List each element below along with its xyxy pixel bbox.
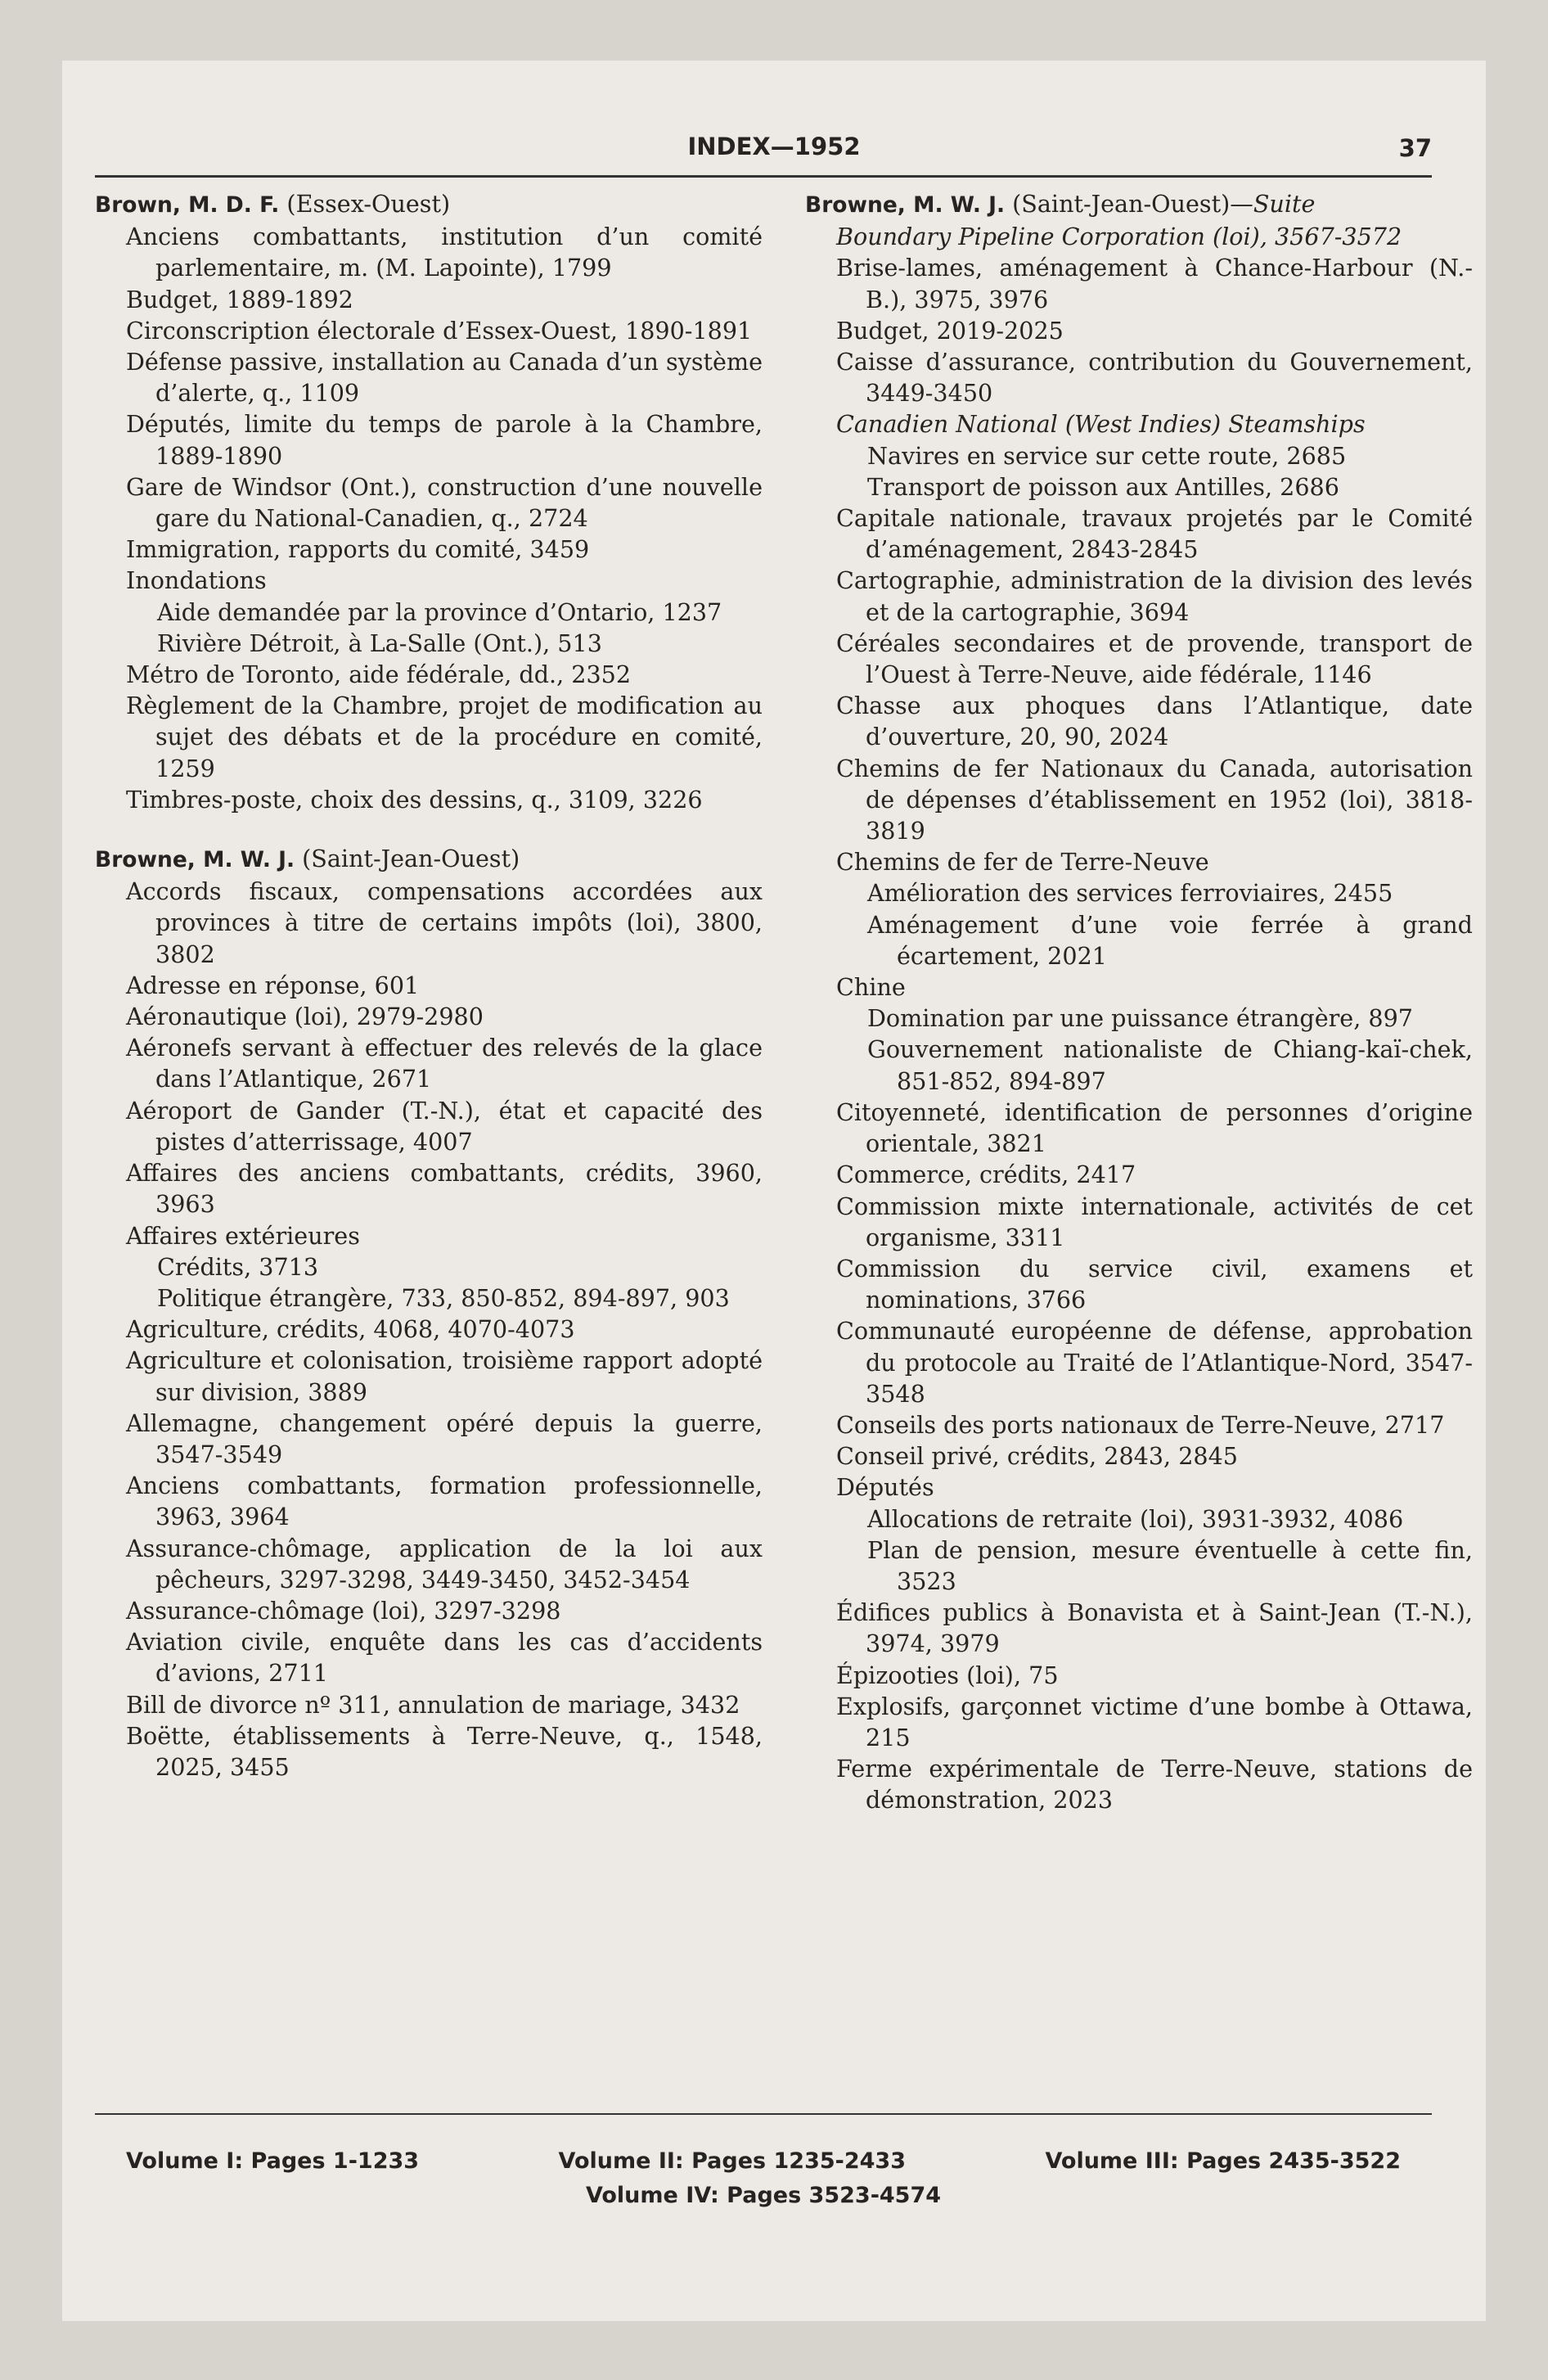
index-subentry: Plan de pension, mesure éventuelle à cette fin, 3523: [867, 1535, 1473, 1595]
index-subentry: Gouvernement nationaliste de Chiang-kaï-chek, 851-852, 894-897: [867, 1035, 1473, 1095]
index-item: Anciens combattants, institution d’un comité parlementaire, m. (M. Lapointe), 1799: [126, 223, 763, 282]
index-item: Députés: [836, 1473, 934, 1502]
entry-heading: [805, 188, 1473, 221]
index-item: Accords fiscaux, compensations accordées aux provinces à titre de certains impôts (loi), 3800, 3802: [126, 877, 763, 968]
index-subentry: Navires en service sur cette route, 2685: [867, 441, 1347, 470]
index-item: Aéronautique (loi), 2979-2980: [126, 1003, 484, 1031]
index-item: Règlement de la Chambre, projet de modification au sujet des débats et de la procédure en comité, 1259: [126, 692, 763, 782]
index-item: Capitale nationale, travaux projetés par le Comité d’aménagement, 2843-2845: [836, 504, 1473, 564]
index-item: Boundary Pipeline Corporation (loi), 3567-3572: [836, 223, 1402, 251]
volume-footer: [95, 2144, 1432, 2213]
index-item: Commerce, crédits, 2417: [836, 1161, 1136, 1189]
index-item: Chine: [836, 973, 906, 1002]
index-item: Gare de Windsor (Ont.), construction d’une nouvelle gare du National-Canadien, q., 2724: [126, 472, 763, 533]
index-item: Adresse en réponse, 601: [126, 971, 420, 999]
index-item: Céréales secondaires et de provende, transport de l’Ouest à Terre-Neuve, aide fédérale, 1146: [836, 629, 1473, 689]
index-item: Bill de divorce nº 311, annulation de mariage, 3432: [126, 1690, 740, 1719]
index-item: Timbres-poste, choix des dessins, q., 3109, 3226: [126, 785, 703, 814]
footer-rule: [95, 2113, 1432, 2115]
riding-name: (Essex-Ouest): [279, 190, 451, 218]
index-item: Boëtte, établissements à Terre-Neuve, q., 1548, 2025, 3455: [126, 1721, 763, 1781]
index-item: Cartographie, administration de la division des levés et de la cartographie, 3694: [836, 566, 1473, 626]
index-subentry: Domination par une puissance étrangère, 897: [867, 1004, 1413, 1033]
index-subentry: Amélioration des services ferroviaires, 2455: [867, 879, 1393, 908]
riding-name: (Saint-Jean-Ouest)—Suite: [1005, 190, 1316, 218]
index-item: Anciens combattants, formation professionnelle, 3963, 3964: [126, 1472, 763, 1531]
entry-heading: [95, 188, 763, 221]
header-rule: [95, 175, 1432, 178]
page-number: 37: [1398, 134, 1432, 162]
index-item: Conseil privé, crédits, 2843, 2845: [836, 1442, 1238, 1471]
index-subentry: Rivière Détroit, à La-Salle (Ont.), 513: [157, 629, 602, 657]
index-item: Commission du service civil, examens et nominations, 3766: [836, 1254, 1473, 1314]
member-name: Browne, M. W. J.: [805, 192, 1006, 218]
index-item: Ferme expérimentale de Terre-Neuve, stations de démonstration, 2023: [836, 1755, 1473, 1814]
index-item: Affaires des anciens combattants, crédits, 3960, 3963: [126, 1159, 763, 1219]
index-subentry: Politique étrangère, 733, 850-852, 894-897, 903: [157, 1283, 730, 1312]
index-entry: [95, 188, 763, 815]
index-item: Assurance-chômage, application de la loi aux pêcheurs, 3297-3298, 3449-3450, 3452-3454: [126, 1534, 763, 1593]
index-item: Brise-lames, aménagement à Chance-Harbour (N.-B.), 3975, 3976: [836, 254, 1473, 313]
entry-heading: [95, 843, 763, 876]
page-header: [62, 133, 1486, 174]
member-name: Brown, M. D. F.: [95, 192, 280, 218]
index-item: Agriculture, crédits, 4068, 4070-4073: [126, 1315, 575, 1344]
left-column: [95, 188, 763, 1783]
volume-2-range: Volume II: Pages 1235-2433: [558, 2148, 907, 2174]
volume-3-range: Volume III: Pages 2435-3522: [1045, 2148, 1401, 2174]
index-item: Allemagne, changement opéré depuis la guerre, 3547-3549: [126, 1409, 763, 1468]
suite-marker: Suite: [1253, 190, 1316, 218]
index-item: Aviation civile, enquête dans les cas d’accidents d’avions, 2711: [126, 1628, 763, 1688]
index-item: Caisse d’assurance, contribution du Gouvernement, 3449-3450: [836, 348, 1473, 408]
index-item: Aéronefs servant à effectuer des relevés de la glace dans l’Atlantique, 2671: [126, 1034, 763, 1093]
index-item: Circonscription électorale d’Essex-Ouest, 1890-1891: [126, 316, 753, 345]
index-item: Métro de Toronto, aide fédérale, dd., 2352: [126, 660, 632, 689]
member-name: Browne, M. W. J.: [95, 847, 295, 873]
right-column: [805, 188, 1473, 1816]
volume-1-range: Volume I: Pages 1-1233: [126, 2148, 420, 2174]
page-title: INDEX—1952: [687, 133, 861, 160]
index-item: Chemins de fer Nationaux du Canada, autorisation de dépenses d’établissement en 1952 (loi), 3818-3819: [836, 754, 1473, 845]
index-item: Canadien National (West Indies) Steamships: [836, 410, 1366, 439]
index-item: Chemins de fer de Terre-Neuve: [836, 848, 1209, 877]
index-item: Agriculture et colonisation, troisième rapport adopté sur division, 3889: [126, 1346, 763, 1406]
index-subentry: Crédits, 3713: [157, 1252, 319, 1281]
index-subentry: Allocations de retraite (loi), 3931-3932, 4086: [867, 1504, 1404, 1533]
index-item: Épizooties (loi), 75: [836, 1661, 1059, 1689]
index-item: Assurance-chômage (loi), 3297-3298: [126, 1596, 561, 1625]
volume-4-range: Volume IV: Pages 3523-4574: [585, 2183, 942, 2208]
index-subentry: Aide demandée par la province d’Ontario, 1237: [157, 597, 722, 626]
index-item: Chasse aux phoques dans l’Atlantique, date d’ouverture, 20, 90, 2024: [836, 692, 1473, 751]
index-item: Défense passive, installation au Canada d’un système d’alerte, q., 1109: [126, 348, 763, 408]
index-item: Budget, 2019-2025: [836, 316, 1064, 345]
index-item: Explosifs, garçonnet victime d’une bombe à Ottawa, 215: [836, 1692, 1473, 1751]
index-item: Affaires extérieures: [126, 1221, 360, 1250]
index-item: Aéroport de Gander (T.-N.), état et capacité des pistes d’atterrissage, 4007: [126, 1096, 763, 1156]
index-item: Immigration, rapports du comité, 3459: [126, 535, 590, 564]
index-subentry: Transport de poisson aux Antilles, 2686: [867, 472, 1339, 501]
index-page: [62, 61, 1486, 2321]
index-item: Budget, 1889-1892: [126, 285, 353, 313]
index-item: Commission mixte internationale, activités de cet organisme, 3311: [836, 1192, 1473, 1251]
index-item: Inondations: [126, 566, 267, 595]
index-item: Conseils des ports nationaux de Terre-Neuve, 2717: [836, 1410, 1445, 1439]
entry-spacer: [95, 815, 763, 843]
index-entry: [805, 188, 1473, 1816]
index-item: Députés, limite du temps de parole à la Chambre, 1889-1890: [126, 410, 763, 470]
index-item: Communauté européenne de défense, approbation du protocole au Traité de l’Atlantique-Nord, 3547-3548: [836, 1317, 1473, 1408]
index-item: Édifices publics à Bonavista et à Saint-Jean (T.-N.), 3974, 3979: [836, 1598, 1473, 1658]
index-entry: [95, 843, 763, 1783]
riding-name: (Saint-Jean-Ouest): [295, 845, 520, 873]
index-item: Citoyenneté, identification de personnes d’origine orientale, 3821: [836, 1098, 1473, 1158]
index-subentry: Aménagement d’une voie ferrée à grand écartement, 2021: [867, 910, 1473, 970]
